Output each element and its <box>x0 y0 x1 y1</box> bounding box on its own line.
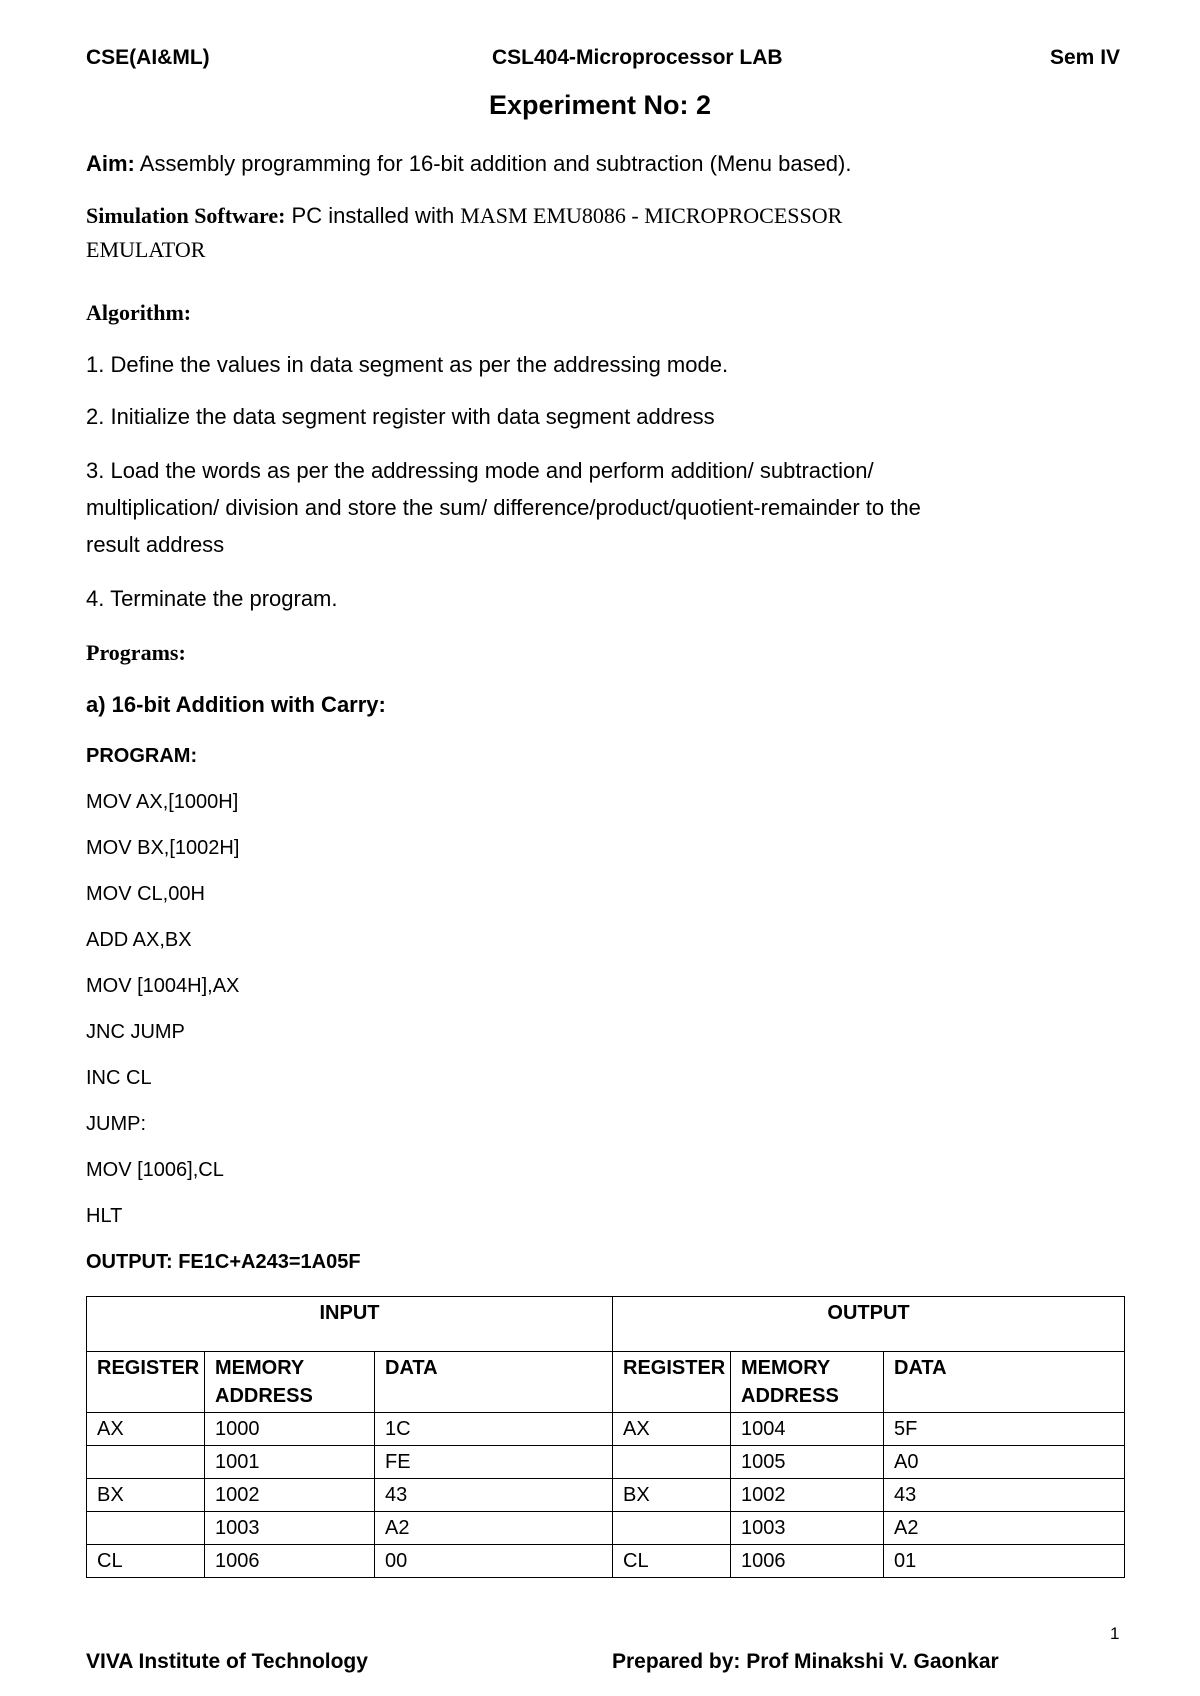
input-address-cell: 1001 <box>205 1446 375 1479</box>
column-header-data: DATA <box>375 1352 613 1413</box>
output-address-cell: 1003 <box>731 1512 884 1545</box>
algorithm-step-3-line-3: result address <box>86 532 225 557</box>
page-number: 1 <box>1110 1624 1120 1643</box>
footer-institute: VIVA Institute of Technology <box>86 1650 368 1673</box>
input-register-cell <box>87 1512 205 1545</box>
table-row <box>87 1479 1125 1512</box>
page-title: Experiment No: 2 <box>488 90 712 120</box>
input-data-cell: 1C <box>375 1413 613 1446</box>
aim-label: Aim: <box>86 151 135 176</box>
code-line: HLT <box>86 1205 123 1227</box>
input-data-cell: A2 <box>375 1512 613 1545</box>
software-label: Simulation Software: <box>86 203 286 228</box>
input-data-cell: FE <box>375 1446 613 1479</box>
header-semester: Sem IV <box>1050 46 1121 69</box>
input-register-cell: BX <box>87 1479 205 1512</box>
algorithm-step-2: 2. Initialize the data segment register with data segment address <box>86 404 715 429</box>
output-data-cell: 01 <box>884 1545 1125 1578</box>
output-data-cell: A0 <box>884 1446 1125 1479</box>
code-line: MOV AX,[1000H] <box>86 791 239 813</box>
input-address-cell: 1000 <box>205 1413 375 1446</box>
output-register-cell: AX <box>613 1413 731 1446</box>
header-department: CSE(AI&ML) <box>86 46 210 69</box>
software-text-b: MASM EMU8086 - MICROPROCESSOR <box>460 203 843 228</box>
code-line: MOV [1004H],AX <box>86 975 240 997</box>
algorithm-heading: Algorithm: <box>86 300 192 325</box>
code-line: ADD AX,BX <box>86 929 192 951</box>
input-data-cell: 00 <box>375 1545 613 1578</box>
input-register-cell: AX <box>87 1413 205 1446</box>
input-address-cell: 1002 <box>205 1479 375 1512</box>
program-subheading: a) 16-bit Addition with Carry: <box>86 692 386 717</box>
output-register-cell <box>613 1512 731 1545</box>
input-address-cell: 1003 <box>205 1512 375 1545</box>
output-data-cell: 43 <box>884 1479 1125 1512</box>
code-line: INC CL <box>86 1067 152 1089</box>
output-register-cell: CL <box>613 1545 731 1578</box>
output-address-cell: 1006 <box>731 1545 884 1578</box>
code-line: MOV [1006],CL <box>86 1159 224 1181</box>
column-header-data: DATA <box>884 1352 1125 1413</box>
aim-line <box>86 145 1126 182</box>
footer-author: Prepared by: Prof Minakshi V. Gaonkar <box>612 1650 999 1673</box>
table-row <box>87 1512 1125 1545</box>
code-line: MOV BX,[1002H] <box>86 837 240 859</box>
software-text-c: EMULATOR <box>86 237 206 262</box>
input-output-table <box>86 1296 1125 1578</box>
column-header-memory: MEMORY <box>215 1357 305 1379</box>
input-address-cell: 1006 <box>205 1545 375 1578</box>
table-input-header: INPUT <box>87 1297 613 1352</box>
algorithm-step-3-line-1: 3. Load the words as per the addressing mode and perform addition/ subtraction/ <box>86 458 874 483</box>
output-data-cell: 5F <box>884 1413 1125 1446</box>
algorithm-step-1: 1. Define the values in data segment as per the addressing mode. <box>86 352 729 377</box>
output-data-cell: A2 <box>884 1512 1125 1545</box>
column-header-register: REGISTER <box>613 1352 731 1413</box>
algorithm-step-3-line-2: multiplication/ division and store the sum/ difference/product/quotient-remainder to the <box>86 495 921 520</box>
output-address-cell: 1004 <box>731 1413 884 1446</box>
code-line: MOV CL,00H <box>86 883 205 905</box>
algorithm-step-4: 4. Terminate the program. <box>86 586 338 611</box>
input-data-cell: 43 <box>375 1479 613 1512</box>
output-address-cell: 1005 <box>731 1446 884 1479</box>
code-line: JUMP: <box>86 1113 146 1135</box>
input-register-cell <box>87 1446 205 1479</box>
table-output-header: OUTPUT <box>613 1297 1125 1352</box>
column-header-memory: MEMORY <box>741 1357 831 1379</box>
aim-text: Assembly programming for 16-bit addition and subtraction (Menu based). <box>134 151 852 176</box>
output-register-cell: BX <box>613 1479 731 1512</box>
program-label: PROGRAM: <box>86 745 198 767</box>
input-register-cell: CL <box>87 1545 205 1578</box>
column-header-memory-address <box>731 1352 884 1413</box>
column-header-memory-address <box>205 1352 375 1413</box>
column-header-address: ADDRESS <box>215 1385 313 1407</box>
output-address-cell: 1002 <box>731 1479 884 1512</box>
column-header-address: ADDRESS <box>741 1385 839 1407</box>
table-row <box>87 1545 1125 1578</box>
table-column-header-row <box>87 1352 1125 1413</box>
table-group-header-row <box>87 1297 1125 1352</box>
programs-heading: Programs: <box>86 640 186 665</box>
header-course: CSL404-Microprocessor LAB <box>492 46 783 69</box>
table-row <box>87 1413 1125 1446</box>
output-register-cell <box>613 1446 731 1479</box>
software-line <box>86 199 1126 267</box>
column-header-register: REGISTER <box>87 1352 205 1413</box>
output-line: OUTPUT: FE1C+A243=1A05F <box>86 1251 361 1273</box>
table-row <box>87 1446 1125 1479</box>
software-text-a: PC installed with <box>285 203 461 228</box>
code-line: JNC JUMP <box>86 1021 185 1043</box>
